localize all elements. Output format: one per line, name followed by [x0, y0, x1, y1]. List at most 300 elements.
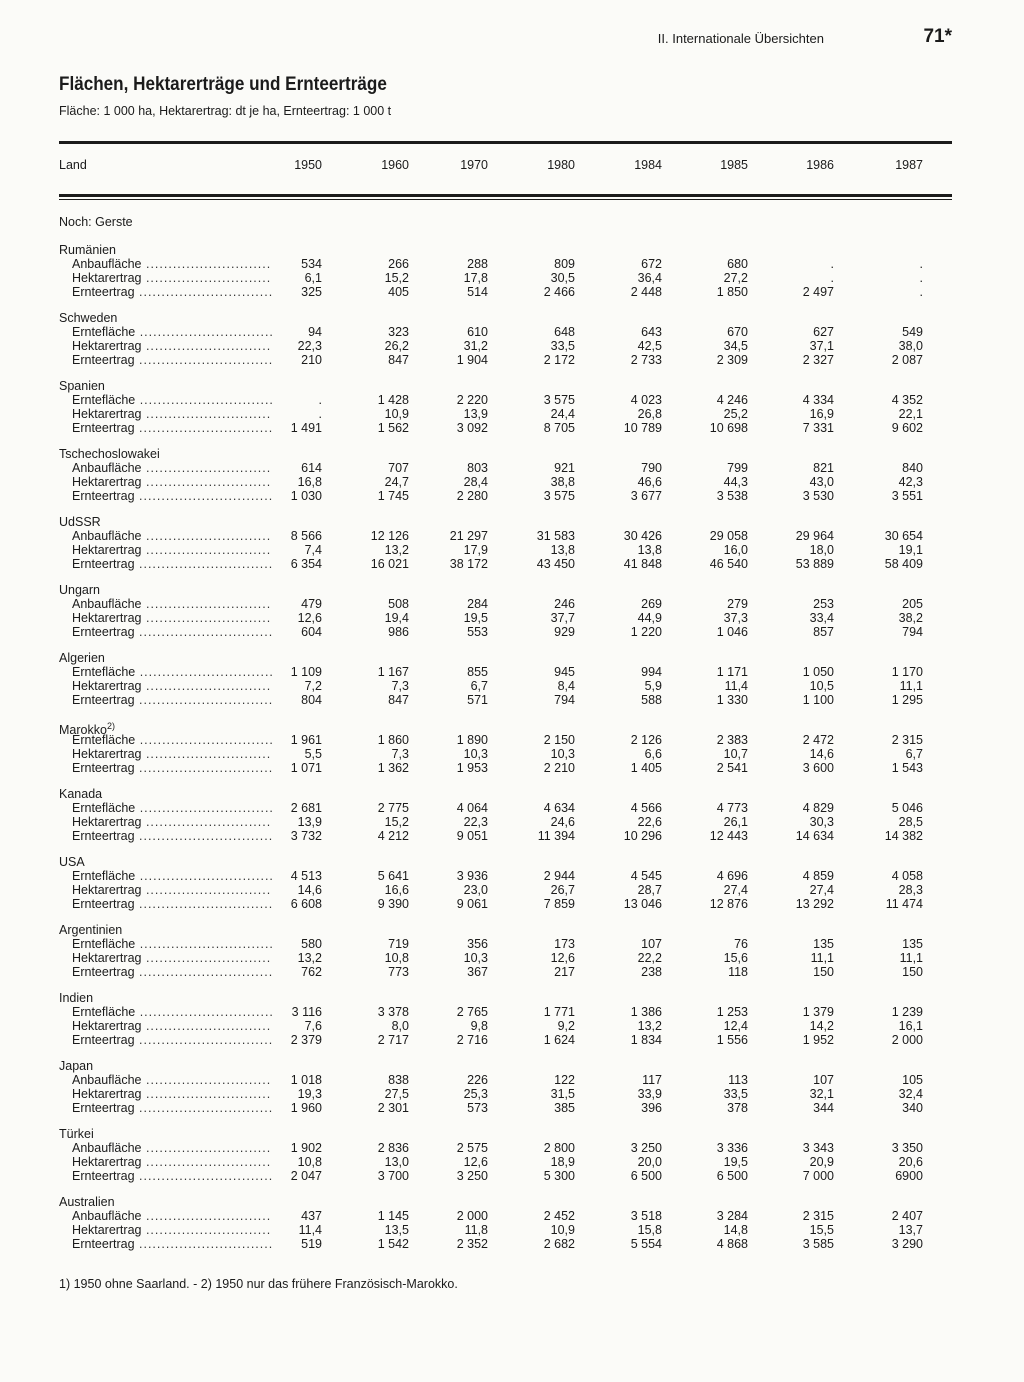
table-cell: 226	[467, 1073, 488, 1087]
table-cell: 2 150	[543, 733, 575, 747]
table-cell: 2 681	[290, 801, 322, 815]
table-cell: 14 634	[795, 829, 834, 843]
table-cell: 4 829	[802, 801, 834, 815]
country-name-text: Tschechoslowakei	[59, 447, 160, 461]
table-cell: 2 452	[543, 1209, 575, 1223]
country-group-title	[0, 379, 1024, 393]
table-row	[0, 897, 1024, 911]
table-cell: 27,4	[723, 883, 748, 897]
table-cell: 1 100	[802, 693, 834, 707]
table-cell: 76	[734, 937, 748, 951]
table-row	[0, 801, 1024, 815]
table-cell: 2 327	[802, 353, 834, 367]
table-cell: 43,0	[809, 475, 834, 489]
table-cell: 2 944	[543, 869, 575, 883]
table-cell: 20,0	[637, 1155, 662, 1169]
table-row	[0, 421, 1024, 435]
table-cell: 30,3	[809, 815, 834, 829]
row-label: Anbaufläche .....	[72, 1209, 272, 1223]
table-row	[0, 883, 1024, 897]
table-cell: 25,2	[723, 407, 748, 421]
table-cell: 648	[554, 325, 575, 339]
table-cell: 284	[467, 597, 488, 611]
crop-heading	[0, 214, 1024, 231]
table-cell: 10 698	[709, 421, 748, 435]
table-cell: 945	[554, 665, 575, 679]
table-cell: 4 859	[802, 869, 834, 883]
table-cell: 8 566	[290, 529, 322, 543]
table-cell: 3 677	[630, 489, 662, 503]
table-row	[0, 597, 1024, 611]
table-row	[0, 747, 1024, 761]
table-cell: 1 071	[290, 761, 322, 775]
table-cell: 553	[467, 625, 488, 639]
table-cell: 4 064	[456, 801, 488, 815]
table-cell: 32,4	[898, 1087, 923, 1101]
table-cell: 1 953	[456, 761, 488, 775]
table-cell: 11,1	[899, 951, 923, 965]
table-cell: 571	[467, 693, 488, 707]
table-cell: 396	[641, 1101, 662, 1115]
table-cell: 27,2	[723, 271, 748, 285]
table-cell: 6 500	[716, 1169, 748, 1183]
table-cell: 33,9	[637, 1087, 662, 1101]
table-cell: 19,4	[384, 611, 409, 625]
table-row	[0, 1087, 1024, 1101]
table-cell: 10,3	[463, 747, 488, 761]
table-cell: 26,2	[384, 339, 409, 353]
table-cell: 217	[554, 965, 575, 979]
table-cell: 12,6	[550, 951, 575, 965]
table-cell: 7,3	[391, 747, 409, 761]
table-cell: 10,5	[809, 679, 834, 693]
table-cell: 3 936	[456, 869, 488, 883]
table-cell: 44,9	[637, 611, 662, 625]
table-cell: 1 253	[716, 1005, 748, 1019]
table-cell: 2 047	[290, 1169, 322, 1183]
table-cell: 707	[388, 461, 409, 475]
table-cell: 19,1	[898, 543, 923, 557]
table-cell: 508	[388, 597, 409, 611]
table-row	[0, 733, 1024, 747]
row-label: Hektarertrag .....	[72, 407, 272, 421]
country-name-text: Marokko	[59, 723, 107, 738]
table-cell: 3 343	[802, 1141, 834, 1155]
table-cell: 855	[467, 665, 488, 679]
country-name-text: Argentinien	[59, 923, 123, 937]
table-cell: 3 092	[456, 421, 488, 435]
table-cell: 27,4	[809, 883, 834, 897]
table-cell: 3 700	[377, 1169, 409, 1183]
table-cell: 20,6	[898, 1155, 923, 1169]
table-cell: 33,5	[723, 1087, 748, 1101]
table-cell: 29 058	[709, 529, 748, 543]
country-name-text: Ungarn	[59, 583, 100, 597]
table-cell: 534	[301, 257, 322, 271]
table-cell: 2 765	[456, 1005, 488, 1019]
table-cell: 10,9	[550, 1223, 575, 1237]
table-cell: 1 491	[290, 421, 322, 435]
table-cell: 838	[388, 1073, 409, 1087]
table-cell: 821	[813, 461, 834, 475]
table-cell: 3 250	[456, 1169, 488, 1183]
table-cell: 105	[902, 1073, 923, 1087]
table-cell: 1 542	[377, 1237, 409, 1251]
table-cell: 28,7	[637, 883, 662, 897]
table-cell: 20,9	[809, 1155, 834, 1169]
table-cell: 269	[641, 597, 662, 611]
table-cell: 16,8	[297, 475, 322, 489]
row-label: Ernteertrag .....	[72, 1101, 272, 1115]
table-row	[0, 529, 1024, 543]
table-cell: 719	[388, 937, 409, 951]
table-header-rule	[59, 194, 952, 197]
table-cell: 1 379	[802, 1005, 834, 1019]
country-group-title	[0, 651, 1024, 665]
table-cell: 1 961	[290, 733, 322, 747]
page-number: 71*	[923, 26, 952, 47]
table-cell: 13,2	[384, 543, 409, 557]
table-cell: 2 733	[630, 353, 662, 367]
table-cell: 10 789	[623, 421, 662, 435]
table-cell: 9,2	[557, 1019, 575, 1033]
table-cell: 113	[728, 1073, 748, 1087]
table-row	[0, 339, 1024, 353]
country-name-text: USA	[59, 855, 85, 869]
country-name	[59, 923, 122, 937]
country-name	[59, 311, 117, 325]
row-label: Hektarertrag .....	[72, 339, 272, 353]
table-cell: 3 250	[630, 1141, 662, 1155]
table-cell: 794	[902, 625, 923, 639]
table-cell: 385	[554, 1101, 575, 1115]
country-group-title	[0, 243, 1024, 257]
table-cell: 150	[813, 965, 834, 979]
table-cell: 1 543	[891, 761, 923, 775]
table-cell: 773	[388, 965, 409, 979]
country-group-title	[0, 923, 1024, 937]
table-cell: 614	[301, 461, 322, 475]
table-cell: 10,8	[297, 1155, 322, 1169]
table-cell: 680	[727, 257, 748, 271]
table-cell: 15,2	[384, 815, 409, 829]
row-label: Anbaufläche .....	[72, 597, 272, 611]
row-label: Hektarertrag .....	[72, 1087, 272, 1101]
table-cell: 13 046	[623, 897, 662, 911]
table-row	[0, 1033, 1024, 1047]
table-cell: 857	[813, 625, 834, 639]
table-row	[0, 815, 1024, 829]
country-group-title	[0, 855, 1024, 869]
table-cell: 2 775	[377, 801, 409, 815]
table-cell: 3 538	[716, 489, 748, 503]
table-cell: 1 952	[802, 1033, 834, 1047]
table-cell: 2 717	[377, 1033, 409, 1047]
table-cell: 288	[467, 257, 488, 271]
table-row	[0, 679, 1024, 693]
table-cell: 135	[902, 937, 923, 951]
table-cell: 4 058	[891, 869, 923, 883]
country-name	[59, 1059, 93, 1073]
table-cell: 3 518	[630, 1209, 662, 1223]
table-cell: 13 292	[795, 897, 834, 911]
table-cell: 2 280	[456, 489, 488, 503]
table-cell: 1 386	[630, 1005, 662, 1019]
table-cell: 150	[902, 965, 923, 979]
table-row	[0, 829, 1024, 843]
country-name-text: Türkei	[59, 1127, 94, 1141]
table-cell: 13,7	[898, 1223, 923, 1237]
table-cell: 38,2	[898, 611, 923, 625]
row-label: Ernteertrag .....	[72, 285, 272, 299]
row-label: Erntefläche .....	[72, 325, 272, 339]
table-cell: 13,9	[297, 815, 322, 829]
table-cell: 12 876	[709, 897, 748, 911]
row-label: Erntefläche .....	[72, 665, 272, 679]
table-cell: 356	[467, 937, 488, 951]
table-cell: 12,6	[297, 611, 322, 625]
table-cell: 378	[727, 1101, 748, 1115]
row-label: Ernteertrag .....	[72, 693, 272, 707]
table-cell: 2 309	[716, 353, 748, 367]
table-cell: 53 889	[795, 557, 834, 571]
footnote-marker: 2)	[106, 721, 115, 731]
table-cell: 17,8	[463, 271, 488, 285]
table-cell: 3 585	[802, 1237, 834, 1251]
table-cell: 13,8	[550, 543, 575, 557]
row-label: Ernteertrag .....	[72, 421, 272, 435]
table-cell: 2 315	[891, 733, 923, 747]
row-label: Hektarertrag .....	[72, 1019, 272, 1033]
table-cell: 3 600	[802, 761, 834, 775]
table-cell: 28,4	[463, 475, 488, 489]
table-row	[0, 1073, 1024, 1087]
table-row	[0, 761, 1024, 775]
table-cell: 1 850	[716, 285, 748, 299]
table-cell: 15,8	[637, 1223, 662, 1237]
table-cell: 135	[813, 937, 834, 951]
table-cell: 323	[388, 325, 409, 339]
country-name-text: Indien	[59, 991, 94, 1005]
table-cell: 13,8	[637, 543, 662, 557]
table-cell: 10,7	[723, 747, 748, 761]
table-cell: 1 170	[891, 665, 923, 679]
table-cell: 25,3	[463, 1087, 488, 1101]
table-cell: 799	[727, 461, 748, 475]
table-cell: 2 172	[543, 353, 575, 367]
table-cell: 1 562	[377, 421, 409, 435]
country-name-text: Japan	[59, 1059, 94, 1073]
row-label: Ernteertrag .....	[72, 625, 272, 639]
row-label: Ernteertrag .....	[72, 353, 272, 367]
table-cell: 5,9	[644, 679, 662, 693]
country-group-title	[0, 719, 1024, 738]
table-cell: 11,4	[724, 679, 748, 693]
table-cell: 4 023	[630, 393, 662, 407]
table-cell: 38 172	[449, 557, 488, 571]
column-header-year: 1980	[547, 158, 575, 172]
table-row	[0, 1209, 1024, 1223]
table-cell: 573	[467, 1101, 488, 1115]
country-name-text: Schweden	[59, 311, 118, 325]
table-cell: 19,5	[463, 611, 488, 625]
country-name	[59, 651, 105, 665]
section-title: II. Internationale Übersichten	[657, 31, 824, 46]
table-cell: .	[318, 407, 322, 421]
country-name	[59, 1127, 94, 1141]
table-cell: 16,6	[384, 883, 409, 897]
table-cell: 2 383	[716, 733, 748, 747]
table-cell: 23,0	[463, 883, 488, 897]
table-cell: 1 556	[716, 1033, 748, 1047]
table-cell: 37,1	[809, 339, 834, 353]
table-row	[0, 951, 1024, 965]
table-cell: 5 641	[377, 869, 409, 883]
table-cell: 762	[301, 965, 322, 979]
table-cell: 9 061	[456, 897, 488, 911]
table-cell: 5 300	[543, 1169, 575, 1183]
table-cell: 1 890	[456, 733, 488, 747]
table-row	[0, 271, 1024, 285]
row-label: Anbaufläche .....	[72, 1141, 272, 1155]
table-cell: 14 382	[884, 829, 923, 843]
table-cell: 22,6	[637, 815, 662, 829]
table-cell: 1 624	[543, 1033, 575, 1047]
table-cell: 514	[467, 285, 488, 299]
table-cell: 6 500	[630, 1169, 662, 1183]
table-row	[0, 543, 1024, 557]
table-cell: 519	[301, 1237, 322, 1251]
table-cell: 4 246	[716, 393, 748, 407]
table-cell: 14,2	[809, 1019, 834, 1033]
table-cell: 22,1	[898, 407, 923, 421]
table-row	[0, 257, 1024, 271]
table-cell: 437	[301, 1209, 322, 1223]
table-cell: 670	[727, 325, 748, 339]
table-cell: 14,6	[297, 883, 322, 897]
country-name-text: Kanada	[59, 787, 103, 801]
table-cell: 2 352	[456, 1237, 488, 1251]
table-cell: 6 608	[290, 897, 322, 911]
table-cell: 279	[727, 597, 748, 611]
country-group-title	[0, 1127, 1024, 1141]
country-name	[59, 583, 100, 597]
table-cell: 15,6	[723, 951, 748, 965]
table-cell: 253	[813, 597, 834, 611]
table-cell: 7,4	[304, 543, 322, 557]
table-cell: 9,8	[470, 1019, 488, 1033]
table-row	[0, 1169, 1024, 1183]
country-group-title	[0, 515, 1024, 529]
table-cell: 929	[554, 625, 575, 639]
table-cell: 34,5	[723, 339, 748, 353]
table-cell: 11,4	[298, 1223, 322, 1237]
table-cell: 3 575	[543, 393, 575, 407]
page-header	[0, 0, 1024, 60]
table-cell: 24,7	[384, 475, 409, 489]
table-cell: 10,8	[384, 951, 409, 965]
row-label: Erntefläche .....	[72, 869, 272, 883]
table-cell: 4 334	[802, 393, 834, 407]
row-label: Erntefläche .....	[72, 1005, 272, 1019]
table-cell: 643	[641, 325, 662, 339]
column-header-year: 1984	[634, 158, 662, 172]
table-cell: 37,3	[723, 611, 748, 625]
table-cell: .	[318, 393, 322, 407]
table-cell: 4 868	[716, 1237, 748, 1251]
table-cell: 31,5	[550, 1087, 575, 1101]
row-label: Anbaufläche .....	[72, 529, 272, 543]
table-cell: 2 836	[377, 1141, 409, 1155]
table-row	[0, 489, 1024, 503]
table-cell: 4 566	[630, 801, 662, 815]
row-label: Ernteertrag .....	[72, 829, 272, 843]
table-cell: 2 126	[630, 733, 662, 747]
table-cell: 2 407	[891, 1209, 923, 1223]
page-subtitle: Fläche: 1 000 ha, Hektarertrag: dt je ha, Ernteertrag: 1 000 t	[59, 104, 392, 118]
table-cell: 122	[554, 1073, 575, 1087]
table-cell: 1 745	[377, 489, 409, 503]
table-cell: 344	[813, 1101, 834, 1115]
table-cell: 1 860	[377, 733, 409, 747]
country-group-title	[0, 991, 1024, 1005]
table-row	[0, 665, 1024, 679]
country-name	[59, 379, 105, 393]
table-cell: 246	[554, 597, 575, 611]
table-cell: 173	[554, 937, 575, 951]
table-cell: 986	[388, 625, 409, 639]
country-group-title	[0, 1195, 1024, 1209]
table-cell: 2 087	[891, 353, 923, 367]
table-cell: 205	[902, 597, 923, 611]
table-cell: 19,3	[297, 1087, 322, 1101]
row-label: Erntefläche .....	[72, 937, 272, 951]
table-cell: 1 109	[290, 665, 322, 679]
table-cell: 14,6	[809, 747, 834, 761]
table-cell: 30,5	[550, 271, 575, 285]
table-cell: 627	[813, 325, 834, 339]
table-row	[0, 393, 1024, 407]
table-cell: 994	[641, 665, 662, 679]
table-cell: 41 848	[623, 557, 662, 571]
country-name-text: Algerien	[59, 651, 105, 665]
table-cell: 1 239	[891, 1005, 923, 1019]
table-cell: 588	[641, 693, 662, 707]
table-cell: 16,9	[809, 407, 834, 421]
table-cell: 3 336	[716, 1141, 748, 1155]
table-cell: 2 210	[543, 761, 575, 775]
table-cell: 26,7	[550, 883, 575, 897]
table-cell: 4 513	[290, 869, 322, 883]
table-cell: 10,9	[384, 407, 409, 421]
table-row	[0, 937, 1024, 951]
table-cell: 18,9	[550, 1155, 575, 1169]
table-cell: 1 030	[290, 489, 322, 503]
row-label: Ernteertrag .....	[72, 761, 272, 775]
table-row	[0, 1019, 1024, 1033]
row-label: Ernteertrag .....	[72, 489, 272, 503]
table-cell: 604	[301, 625, 322, 639]
table-cell: 44,3	[723, 475, 748, 489]
table-cell: 10,3	[550, 747, 575, 761]
table-cell: 7 859	[543, 897, 575, 911]
table-cell: 33,5	[550, 339, 575, 353]
table-row	[0, 1101, 1024, 1115]
country-name-text: Rumänien	[59, 243, 116, 257]
table-cell: 2 466	[543, 285, 575, 299]
table-cell: 2 000	[891, 1033, 923, 1047]
table-cell: 8 705	[543, 421, 575, 435]
